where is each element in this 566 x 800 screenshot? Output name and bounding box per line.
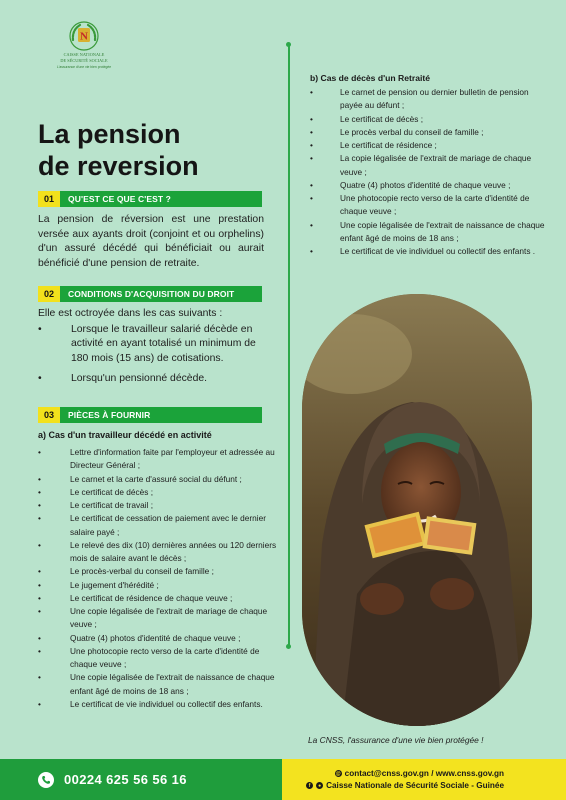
organization-name: Caisse Nationale de Sécurité Sociale - Guinée (326, 780, 504, 790)
list-item: • Le jugement d'hérédité ; (38, 579, 159, 590)
list-item: • Le relevé des dix (10) dernières années ou 120 derniers mois de salaire avant le décès ; (38, 539, 277, 563)
list-item: • Le certificat de décès ; (38, 486, 154, 497)
list-item: • Le procès-verbal du conseil de famille ; (38, 566, 214, 577)
photo-caption: La CNSS, l'assurance d'une vie bien protégée ! (308, 735, 484, 745)
section-label: QU'EST CE QUE C'EST ? (60, 191, 262, 207)
section-number: 03 (38, 407, 60, 423)
facebook-icon: f (306, 782, 313, 789)
divider-dot-top (286, 42, 291, 47)
list-item: • Le procès verbal du conseil de famille ; (310, 126, 484, 137)
list-item: • Lorsque le travailleur salarié décède en activité en ayant totalisé un minimum de 180 mois (15 ans) de cotisations. (38, 324, 256, 364)
divider-dot-bottom (286, 644, 291, 649)
list-item: • Une copie légalisée de l'extrait de naissance de chaque enfant âgé de moins de 18 ans ; (38, 672, 275, 696)
case-a-list (38, 446, 284, 711)
section2-intro: Elle est octroyée dans les cas suivants : (38, 308, 223, 319)
list-item: • Quatre (4) photos d'identité de chaque veuve ; (38, 632, 241, 643)
globe-icon: ● (318, 782, 322, 789)
list-item: • Lorsqu'un pensionné décède. (38, 373, 208, 385)
list-item: • Lettre d'information faite par l'employeur et adressée au Directeur Général ; (38, 447, 275, 471)
footer-contact-block (282, 759, 566, 800)
section-number: 02 (38, 286, 60, 302)
case-b-title: b) Cas de décès d'un Retraité (310, 73, 431, 83)
logo-emblem-icon (68, 20, 100, 52)
footer-org-row (306, 780, 504, 792)
section-label: CONDITIONS D'ACQUISITION DU DROIT (60, 286, 262, 302)
widow-photo (302, 294, 532, 726)
list-item: • Le certificat de cessation de paiement avec le dernier salaire payé ; (38, 513, 267, 537)
footer (0, 759, 566, 800)
section-header-1 (38, 191, 262, 207)
phone-icon (38, 772, 54, 788)
list-item: • Le certificat de travail ; (38, 500, 154, 510)
logo-name-line1: CAISSE NATIONALE (63, 52, 105, 57)
list-item: • Le carnet de pension ou dernier bulletin de pension payée au défunt ; (310, 87, 529, 111)
cnss-logo (54, 20, 114, 69)
phone-number[interactable]: 00224 625 56 56 16 (64, 772, 187, 787)
list-item: • Le certificat de vie individuel ou collectif des enfants. (38, 698, 263, 709)
list-item: • La copie légalisée de l'extrait de mariage de chaque veuve ; (310, 153, 532, 177)
list-item: • Une copie légalisée de l'extrait de naissance de chaque enfant âgé de moins de 18 ans ; (310, 219, 545, 243)
section-header-3 (38, 407, 262, 423)
title-line-1: La pension (38, 119, 181, 149)
list-item: • Une photocopie recto verso de la carte d'identité de chaque veuve ; (38, 645, 260, 669)
logo-name-line2: DE SÉCURITÉ SOCIALE (60, 57, 108, 63)
list-item: • Le certificat de résidence ; (310, 140, 437, 150)
contact-links[interactable]: contact@cnss.gov.gn / www.cnss.gov.gn (344, 768, 504, 778)
footer-contact-row (335, 768, 504, 780)
section-number: 01 (38, 191, 60, 207)
footer-phone-block (0, 759, 282, 800)
case-b-list (310, 86, 546, 258)
list-item: • Une photocopie recto verso de la carte d'identité de chaque veuve ; (310, 193, 530, 217)
logo-motto: L'assurance d'une vie bien protégée (56, 64, 112, 69)
case-a-title: a) Cas d'un travailleur décédé en activité (38, 430, 212, 440)
conditions-list (38, 323, 270, 393)
list-item: • Le certificat de vie individuel ou collectif des enfants . (310, 246, 536, 256)
section-label: PIÈCES À FOURNIR (60, 407, 262, 423)
email-icon: @ (335, 770, 341, 777)
list-item: • Le carnet et la carte d'assuré social du défunt ; (38, 473, 242, 484)
title-line-2: de reversion (38, 151, 199, 181)
divider-line (288, 46, 290, 646)
section1-text: La pension de réversion est une prestation versée aux ayants droit (conjoint et ou orphelins) d'un assuré décédé qui bénéficiait ou aurait bénéficié d'une pension de retraite. (38, 214, 264, 269)
list-item: • Quatre (4) photos d'identité de chaque veuve ; (310, 179, 511, 190)
list-item: • Le certificat de décès ; (310, 113, 424, 124)
svg-text:N: N (80, 30, 88, 43)
page-title (38, 118, 199, 182)
section-header-2 (38, 286, 262, 302)
list-item: • Le certificat de résidence de chaque veuve ; (38, 592, 233, 603)
list-item: • Une copie légalisée de l'extrait de mariage de chaque veuve ; (38, 606, 268, 630)
